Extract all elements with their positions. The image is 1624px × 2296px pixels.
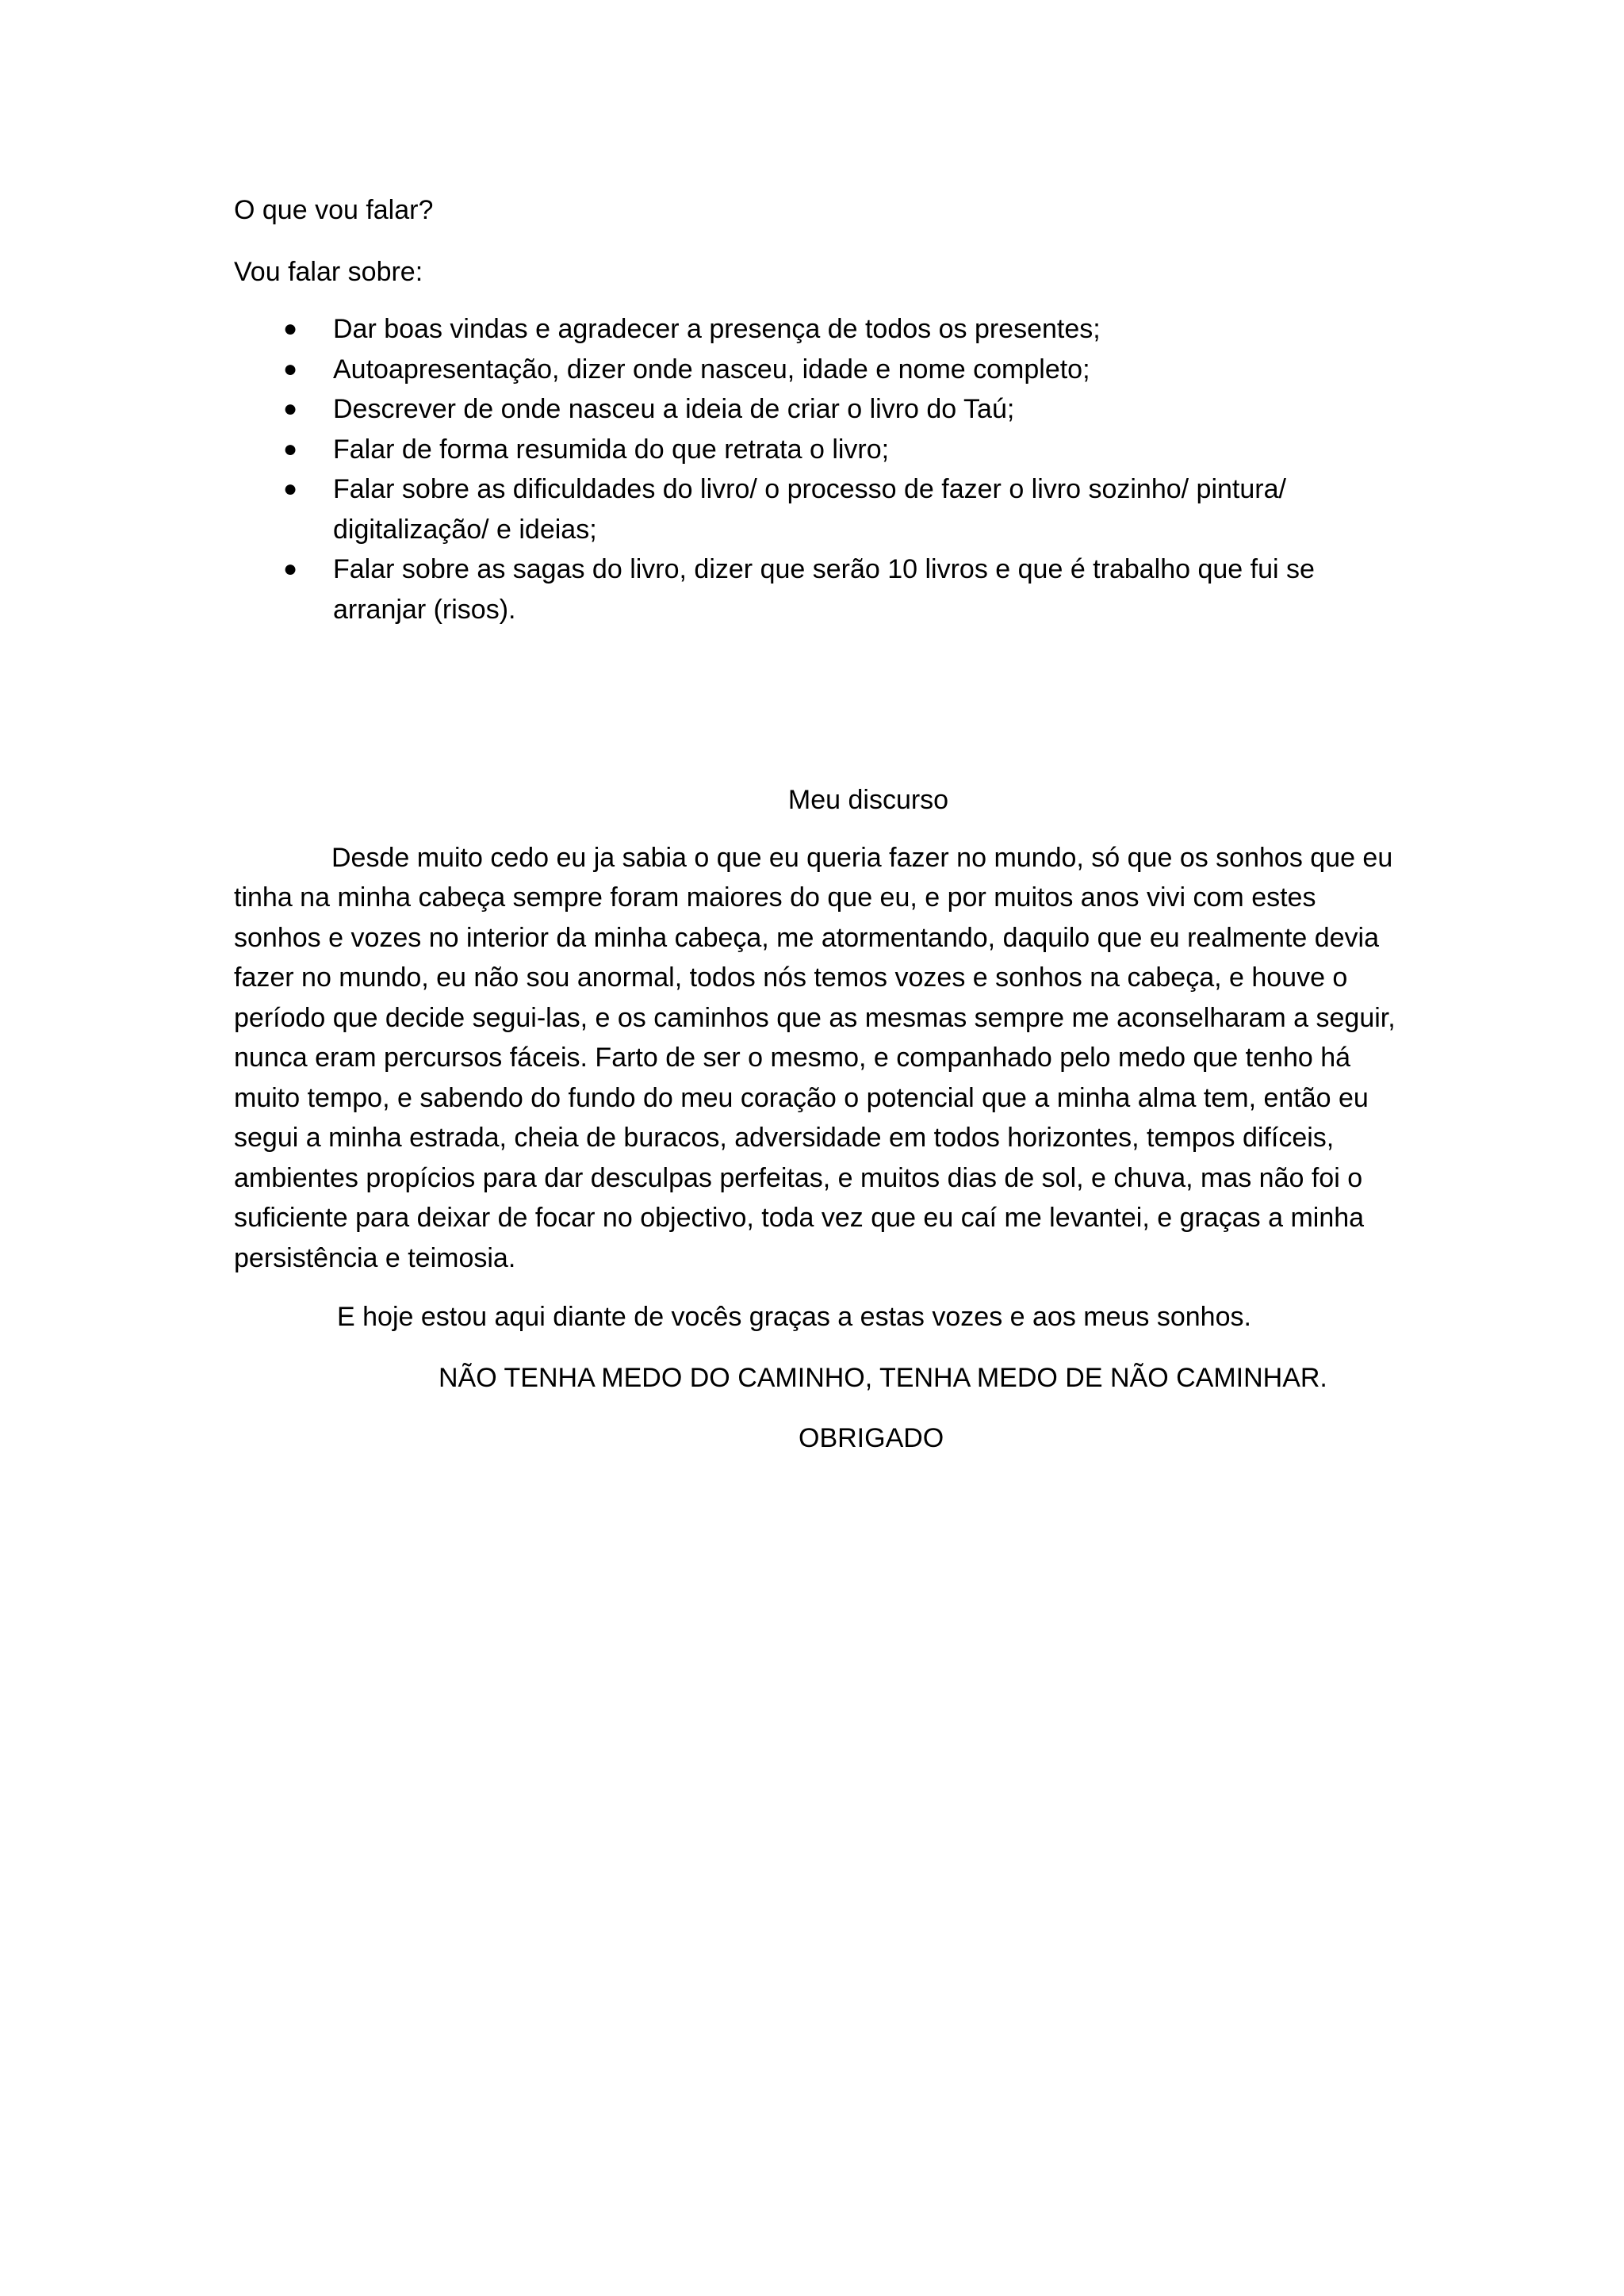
closing-line: E hoje estou aqui diante de vocês graças a estas vozes e aos meus sonhos. xyxy=(337,1302,1251,1332)
bullet-icon: ● xyxy=(283,316,298,342)
document-content xyxy=(234,190,1408,1459)
bullet-icon: ● xyxy=(283,355,298,382)
list-item xyxy=(234,469,1408,549)
topic-text: Falar sobre as sagas do livro, dizer que serão 10 livros e que é trabalho que fui se arranjar (risos). xyxy=(333,554,1315,625)
list-item xyxy=(234,430,1408,470)
list-item xyxy=(234,389,1408,430)
bullet-icon: ● xyxy=(283,396,298,422)
motto-line: NÃO TENHA MEDO DO CAMINHO, TENHA MEDO DE NÃO CAMINHAR. xyxy=(439,1362,1327,1393)
topic-text: Dar boas vindas e agradecer a presença de todos os presentes; xyxy=(333,314,1101,344)
bullet-icon: ● xyxy=(283,556,298,582)
thanks-line: OBRIGADO xyxy=(799,1423,944,1453)
section-spacer xyxy=(234,629,1408,780)
speech-body: Desde muito cedo eu ja sabia o que eu queria fazer no mundo, só que os sonhos que eu tinha na minha cabeça sempre foram maiores do que eu, e por muitos anos vivi com estes sonhos e vozes no interior da minha cabeça, me atormentando, daquilo que eu realmente devia fazer no mundo, eu não sou anormal, todos nós temos vozes e sonhos na cabeça, e houve o período que decide segui-las, e os caminhos que as mesmas sempre me aconselharam a seguir, nunca eram percursos fáceis. Farto de ser o mesmo, e companhado pelo medo que tenho há muito tempo, e sabendo do fundo do meu coração o potencial que a minha alma tem, então eu segui a minha estrada, cheia de buracos, adversidade em todos horizontes, tempos difíceis, ambientes propícios para dar desculpas perfeitas, e muitos dias de sol, e chuva, mas não foi o suficiente para deixar de focar no objectivo, toda vez que eu caí me levantei, e graças a minha persistência e teimosia. xyxy=(234,842,1396,1273)
topic-text: Falar sobre as dificuldades do livro/ o processo de fazer o livro sozinho/ pintura/ digitalização/ e ideias; xyxy=(333,474,1286,545)
intro-line: Vou falar sobre: xyxy=(234,256,423,287)
list-item xyxy=(234,309,1408,350)
bullet-icon: ● xyxy=(283,476,298,502)
bullet-icon: ● xyxy=(283,435,298,462)
list-item xyxy=(234,549,1408,629)
topic-text: Falar de forma resumida do que retrata o livro; xyxy=(333,434,890,465)
question-heading: O que vou falar? xyxy=(234,195,434,225)
speech-title: Meu discurso xyxy=(787,785,949,815)
topics-list xyxy=(234,309,1408,629)
topic-text: Autoapresentação, dizer onde nasceu, idade e nome completo; xyxy=(333,354,1090,385)
list-item xyxy=(234,350,1408,390)
topic-text: Descrever de onde nasceu a ideia de criar o livro do Taú; xyxy=(333,394,1015,424)
